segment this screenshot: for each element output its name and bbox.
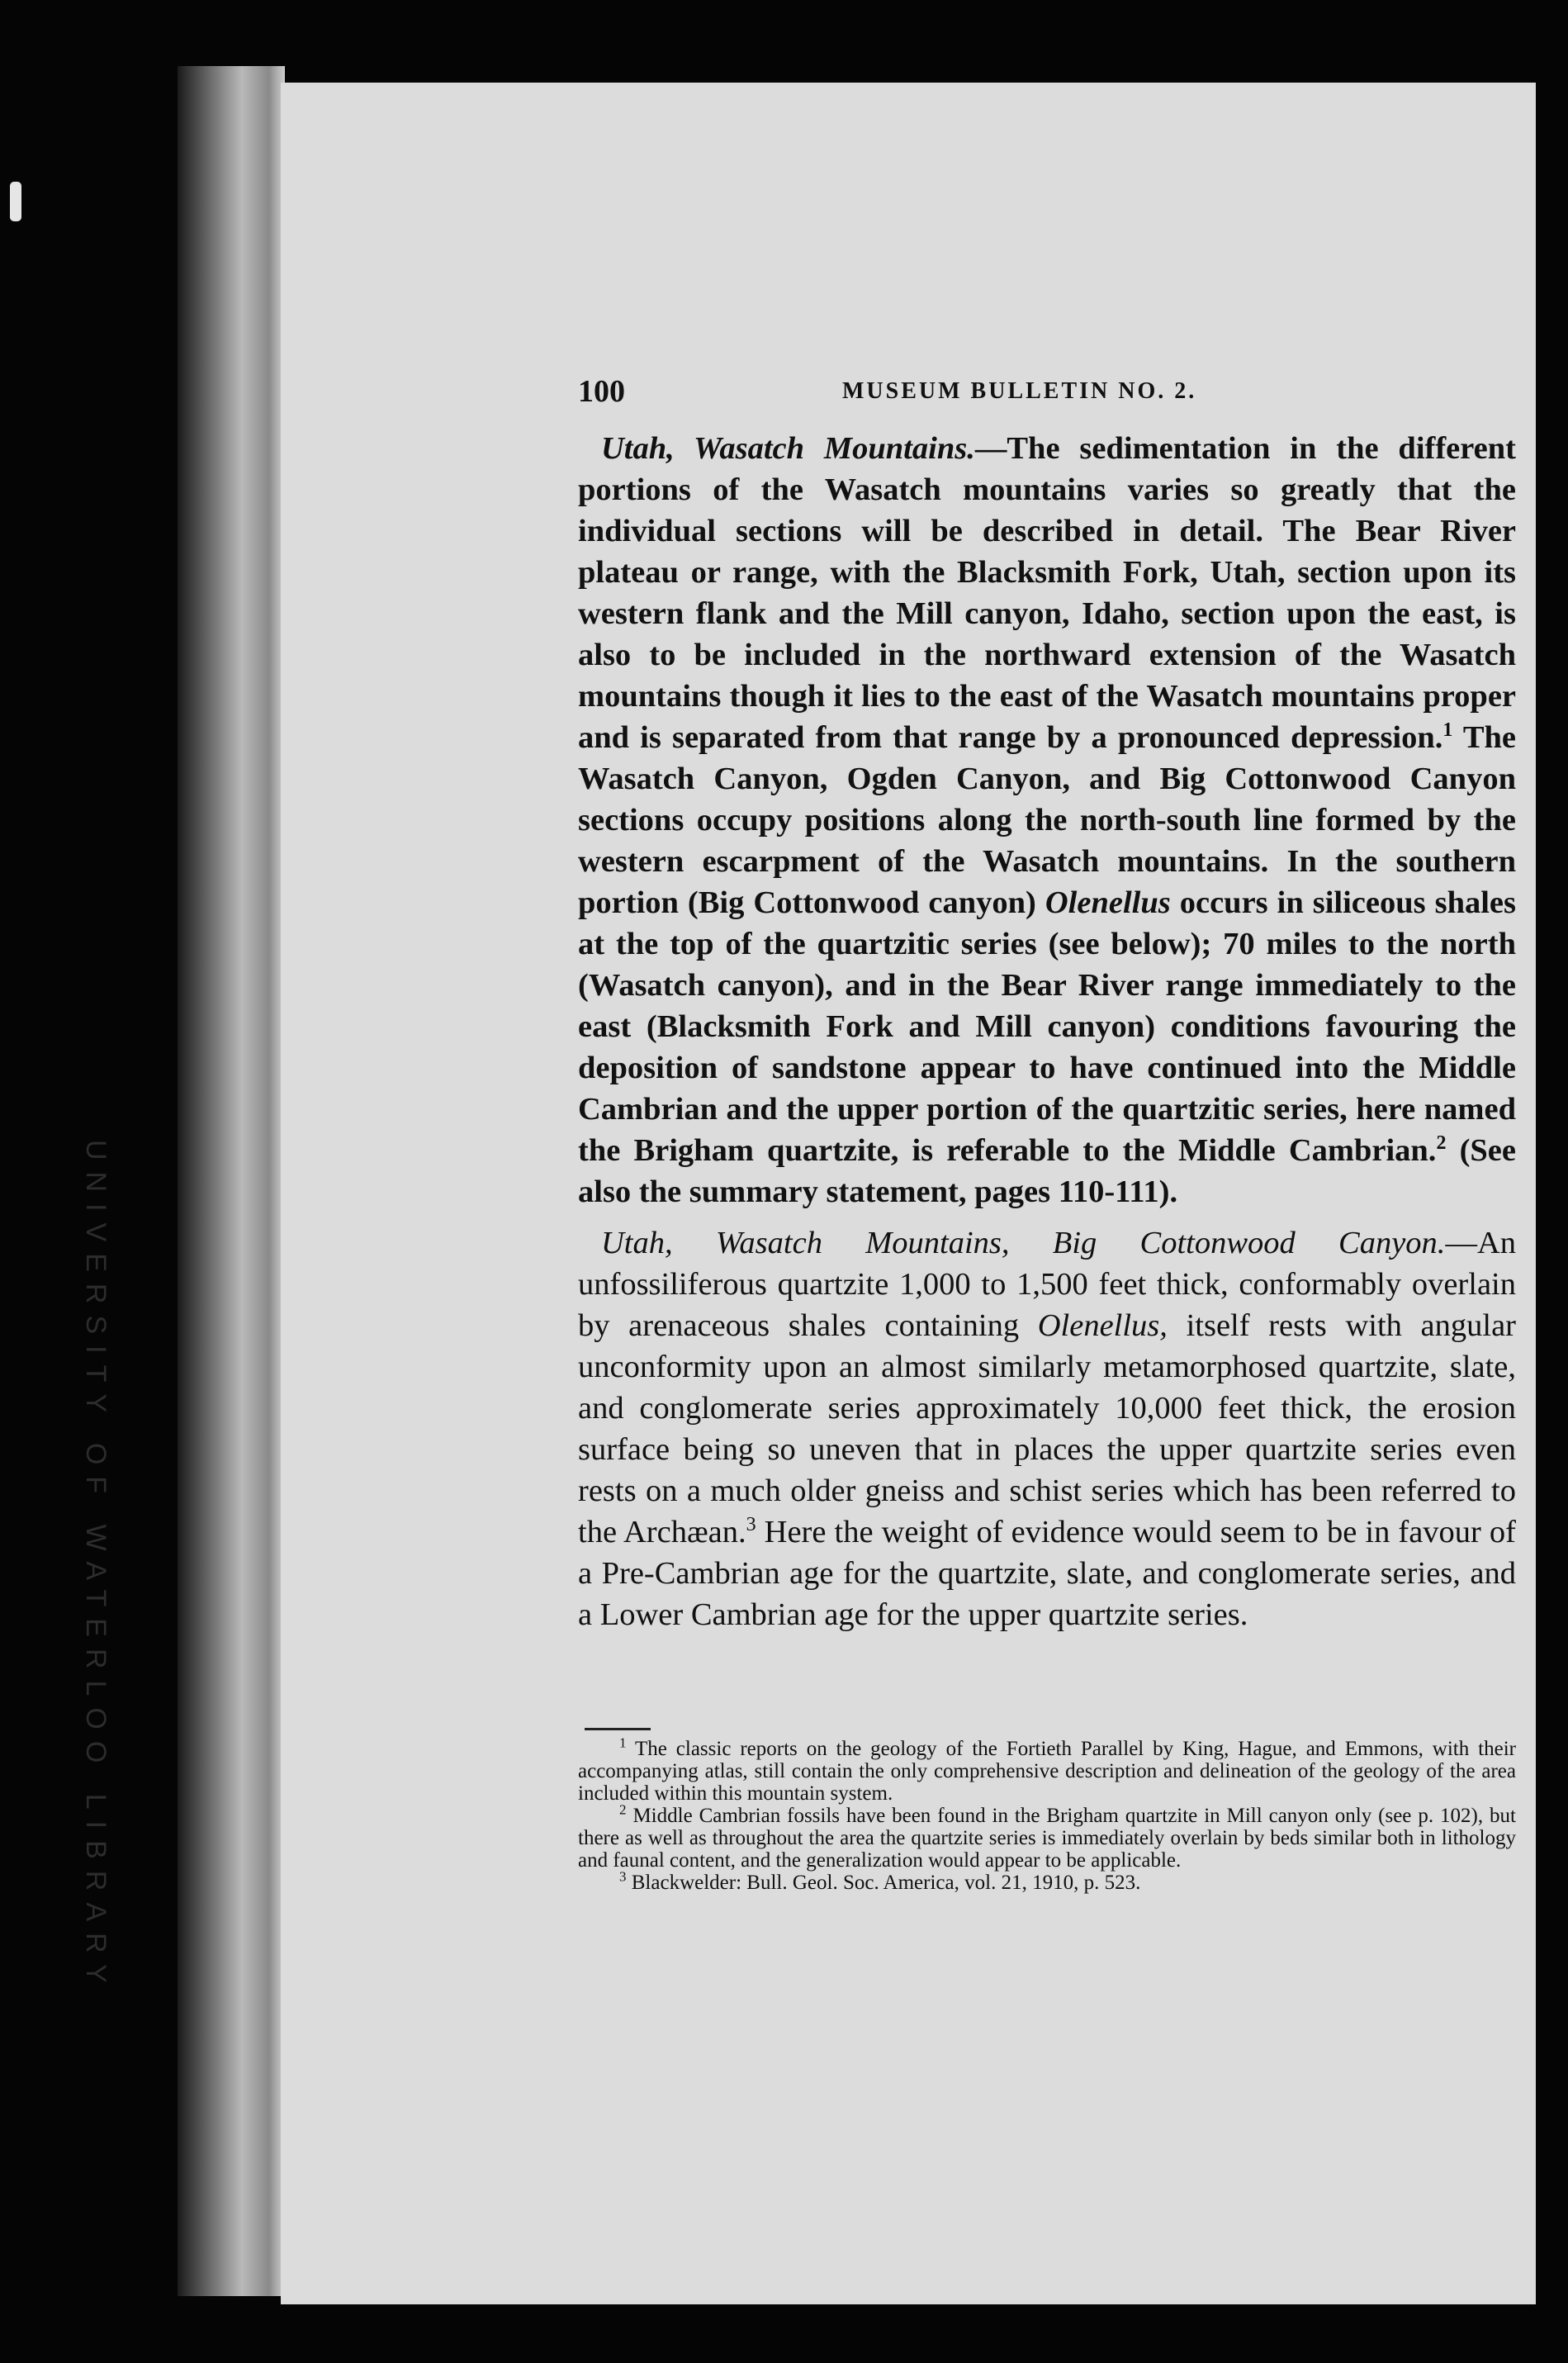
genus-name: Olenellus bbox=[1045, 885, 1171, 920]
footnote-divider bbox=[585, 1728, 651, 1730]
paragraph-text: occurs in siliceous shales at the top of the quartzitic series (see below); 70 miles to the north (Wasatch canyon), and in the Bear River range immediately to the east (Blacksmith Fork and Mill canyon) conditions favouring the deposition of sandstone appear to have continued into the Middle Cambrian and the upper portion of the quartzitic series, here named the Brigham quartzite, is referable to the Middle Cambrian. bbox=[578, 885, 1516, 1168]
paragraph-text: The Wasatch Canyon, Ogden Canyon, and Big Cottonwood Canyon sections occupy positions along the north-south line formed by the western escarpment of the Wasatch mountains. In the southern portion (Big Cottonwood canyon) bbox=[578, 720, 1517, 920]
footnote bbox=[578, 1868, 1516, 1894]
page-number: 100 bbox=[578, 374, 625, 409]
footnote-text: Middle Cambrian fossils have been found in the Brigham quartzite in Mill canyon only (see p. 102), but there as well as throughout the area the quartzite series is immediately overlain by beds similar both in lithology and faunal content, and the generalization would appear to be applicable. bbox=[578, 1805, 1516, 1872]
running-head-title: MUSEUM BULLETIN NO. 2. bbox=[842, 378, 1197, 404]
footnote-text: Blackwelder: Bull. Geol. Soc. America, vol. 21, 1910, p. 523. bbox=[626, 1872, 1141, 1894]
body-text bbox=[578, 428, 1516, 1635]
footnotes bbox=[578, 1734, 1516, 1894]
book-page-edges bbox=[178, 66, 285, 2296]
footnote bbox=[578, 1801, 1516, 1872]
paragraph-lead: Utah, Wasatch Mountains. bbox=[601, 431, 975, 466]
paragraph-text: itself rests with angular unconformity upon an almost similarly metamorphosed quartzite, slate, and conglomerate series approximately 10,000 feet thick, the erosion surface being so uneven that in places the upper quartzite series even rests on a much older gneiss and schist series which has been referred to the Archæan. bbox=[578, 1308, 1516, 1549]
footnote-mark: 1 bbox=[619, 1734, 627, 1751]
paragraph-text: (See also the summary statement, pages 110-111). bbox=[578, 1133, 1516, 1209]
paragraph-text: —The sedimentation in the different portions of the Wasatch mountains varies so greatly that the individual sections will be described in detail. The Bear River plateau or range, with the Blacksmith Fork, Utah, section upon its western flank and the Mill canyon, Idaho, section upon the east, is also to be included in the northward extension of the Wasatch mountains though it lies to the east of the Wasatch mountains proper and is separated from that range by a pronounced depression. bbox=[578, 431, 1516, 755]
film-margin-mark bbox=[10, 182, 21, 221]
footnote-ref: 1 bbox=[1442, 719, 1453, 742]
footnote-text: The classic reports on the geology of the Fortieth Parallel by King, Hague, and Emmons, with their accompanying atlas, still contain the only comprehensive description and delineation of the geology of the area included within this mountain system. bbox=[578, 1738, 1516, 1805]
library-stamp: UNIVERSITY OF WATERLOO LIBRARY bbox=[80, 1140, 111, 1995]
paragraph-lead: Utah, Wasatch Mountains, Big Cottonwood Canyon. bbox=[601, 1226, 1446, 1260]
paragraph-wasatch-overview bbox=[578, 428, 1516, 1212]
footnote bbox=[578, 1734, 1516, 1805]
footnote-ref: 2 bbox=[1436, 1132, 1447, 1155]
footnote-mark: 2 bbox=[619, 1801, 627, 1818]
genus-name: Olenellus, bbox=[1037, 1308, 1168, 1343]
running-head bbox=[578, 373, 1511, 423]
footnote-ref: 3 bbox=[746, 1514, 756, 1536]
paragraph-text: Here the weight of evidence would seem to be in favour of a Pre-Cambrian age for the quartzite, slate, and conglomerate series, and a Lower Cambrian age for the upper quartzite series. bbox=[578, 1515, 1516, 1632]
paragraph-big-cottonwood bbox=[578, 1222, 1516, 1635]
footnote-mark: 3 bbox=[619, 1868, 627, 1885]
paragraph-text: —An unfossiliferous quartzite 1,000 to 1,500 feet thick, conformably overlain by arenaceous shales containing bbox=[578, 1226, 1516, 1343]
